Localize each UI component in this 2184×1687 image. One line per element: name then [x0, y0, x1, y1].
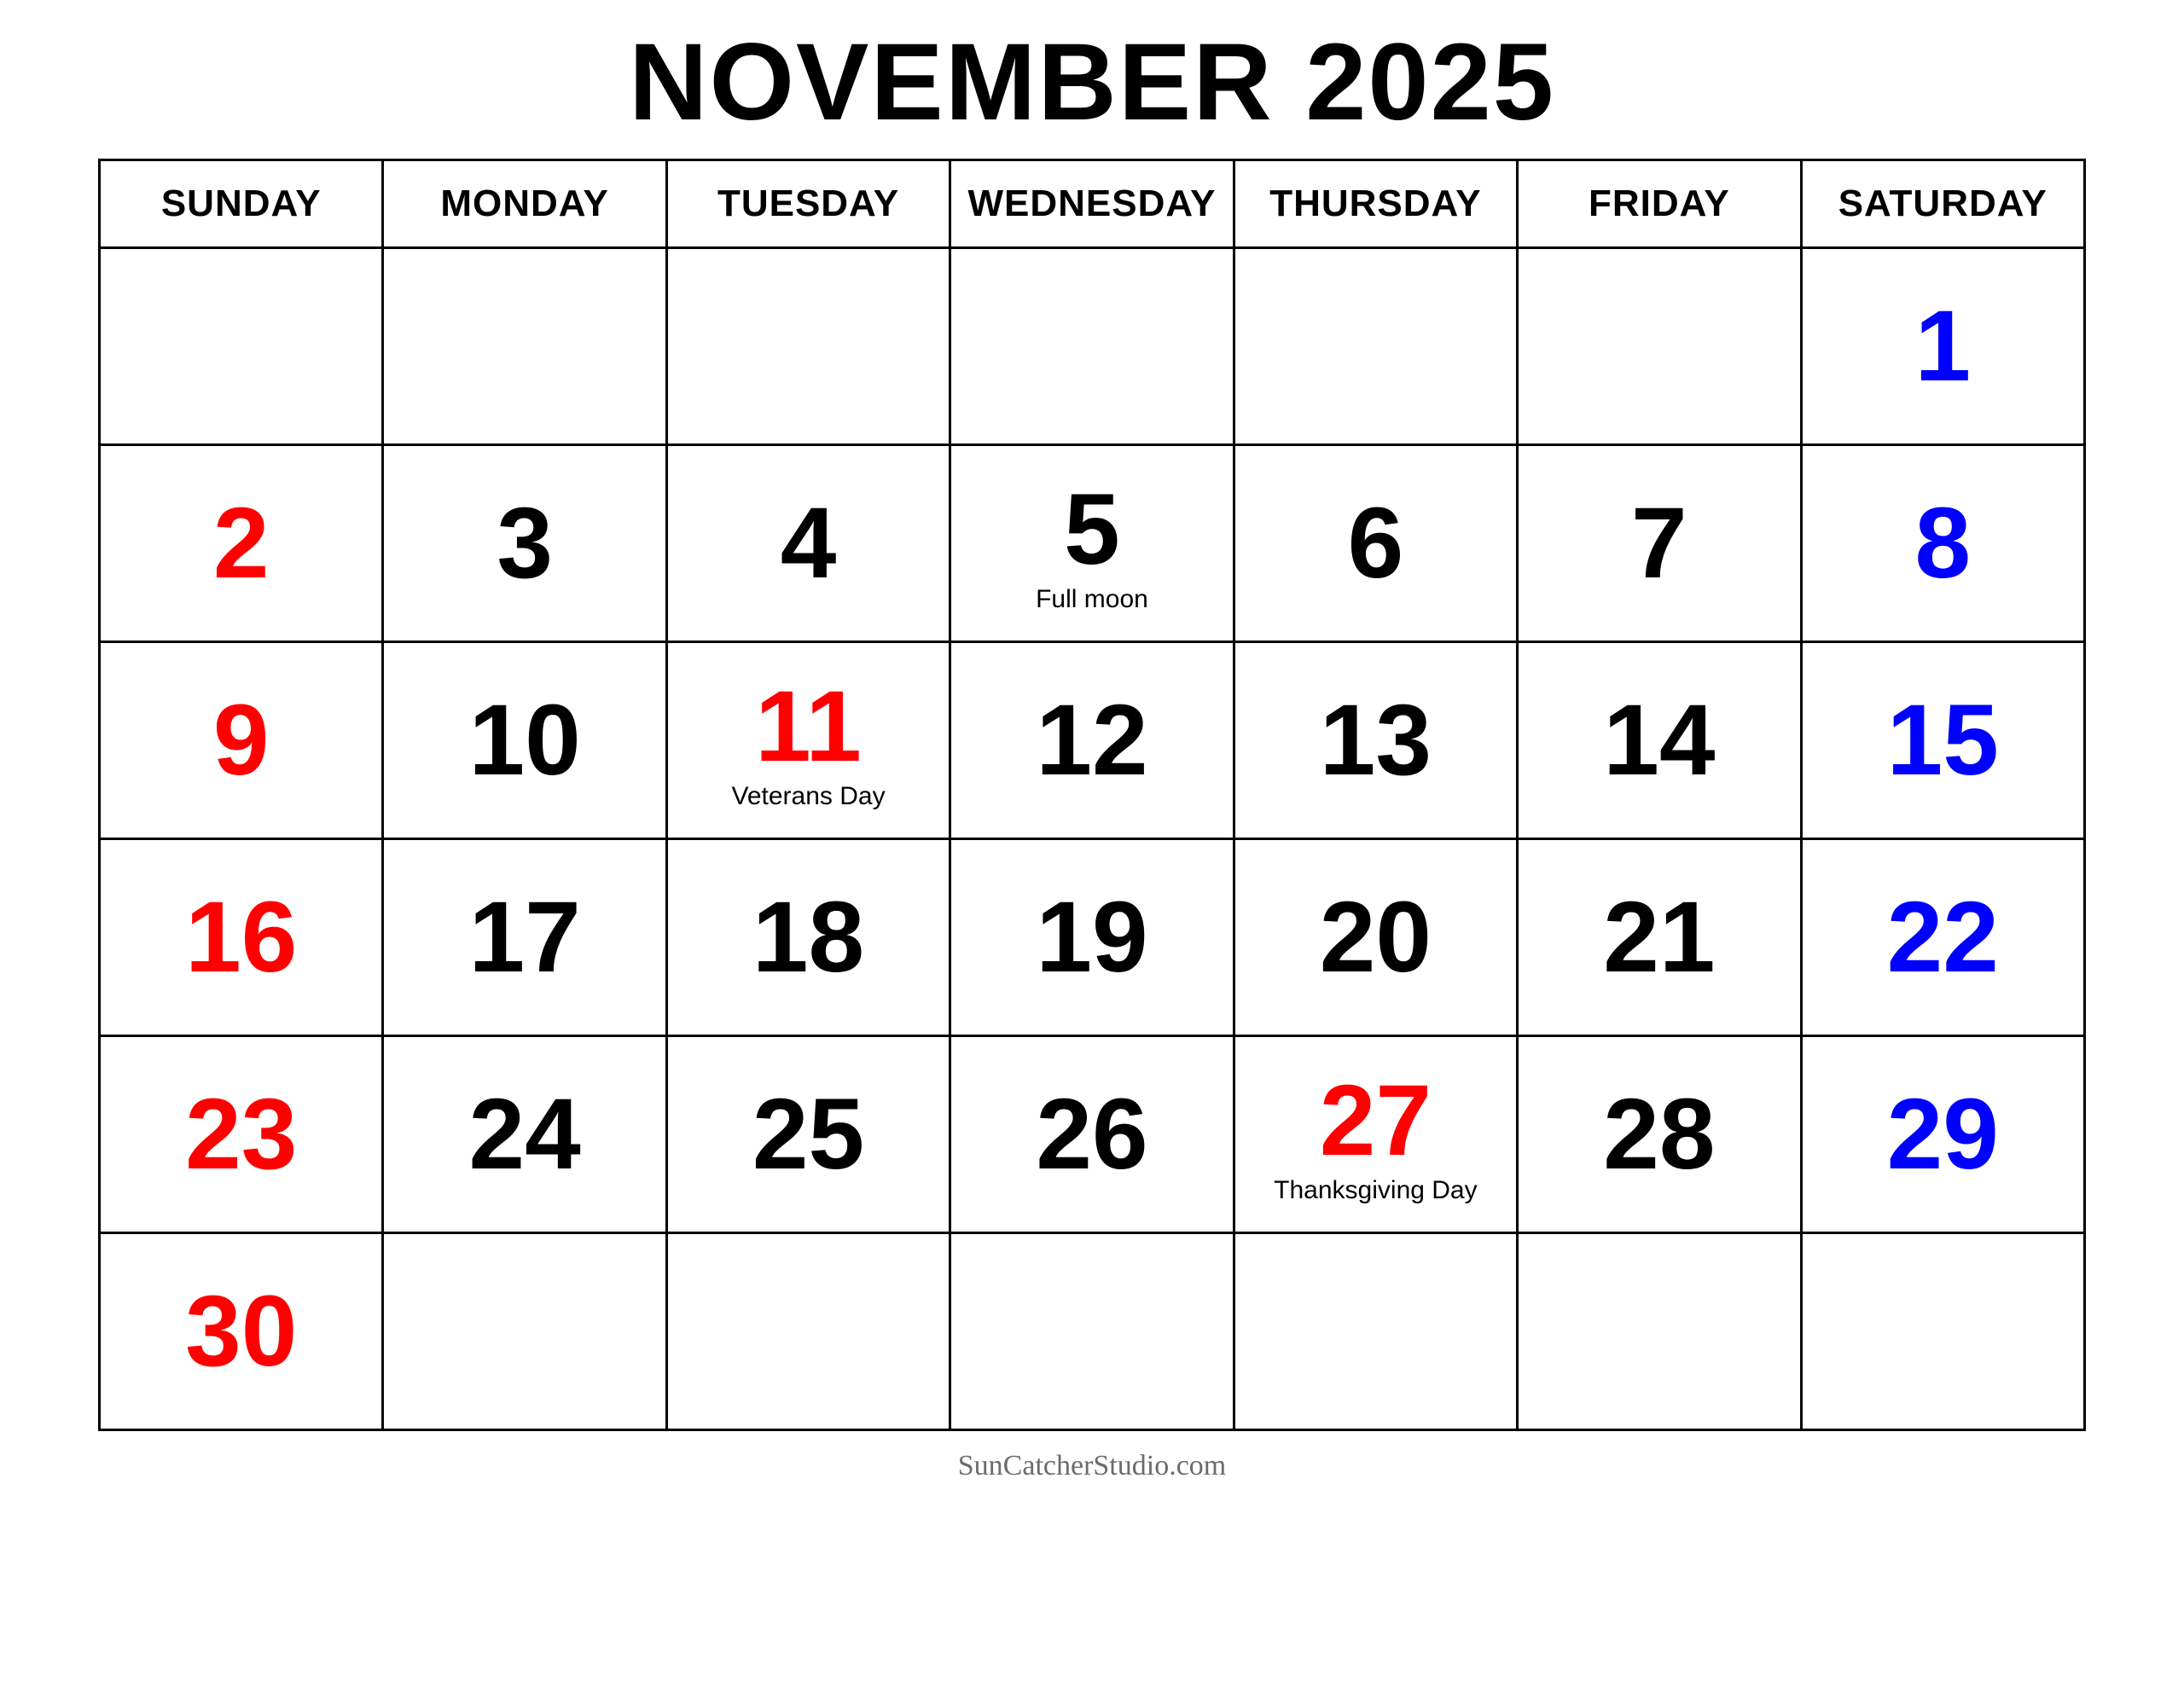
day-number: 4	[780, 487, 837, 600]
day-number: 23	[185, 1078, 298, 1191]
day-number: 25	[752, 1078, 865, 1191]
day-cell[interactable]	[666, 1036, 950, 1233]
day-number: 30	[185, 1275, 298, 1388]
day-number: 14	[1603, 684, 1716, 797]
day-cell[interactable]	[383, 1036, 666, 1233]
day-cell[interactable]	[1234, 642, 1517, 839]
calendar-week-row	[100, 839, 2085, 1036]
day-cell[interactable]	[1518, 1233, 1801, 1430]
day-cell[interactable]	[1801, 642, 2084, 839]
calendar-week-row	[100, 248, 2085, 445]
day-cell[interactable]	[383, 248, 666, 445]
day-number: 29	[1886, 1078, 1999, 1191]
weekday-header-tuesday: TUESDAY	[666, 160, 950, 248]
day-event: Thanksgiving Day	[1274, 1175, 1478, 1204]
day-cell[interactable]	[100, 445, 383, 642]
day-number: 26	[1036, 1078, 1148, 1191]
day-number: 15	[1886, 684, 1999, 797]
day-cell[interactable]	[666, 248, 950, 445]
day-cell[interactable]	[1518, 642, 1801, 839]
day-number: 12	[1036, 684, 1148, 797]
weekday-header-thursday: THURSDAY	[1234, 160, 1517, 248]
site-credit: SunCatcherStudio.com	[957, 1450, 1227, 1482]
day-number: 2	[212, 487, 270, 600]
day-cell[interactable]	[100, 642, 383, 839]
day-number: 21	[1603, 881, 1716, 994]
day-cell[interactable]	[666, 445, 950, 642]
day-cell[interactable]	[1518, 1036, 1801, 1233]
day-cell[interactable]	[1801, 248, 2084, 445]
day-cell[interactable]	[1234, 248, 1517, 445]
day-cell[interactable]	[1801, 1233, 2084, 1430]
day-cell[interactable]	[100, 248, 383, 445]
day-cell[interactable]	[950, 1233, 1234, 1430]
day-cell[interactable]	[950, 248, 1234, 445]
day-number: 5	[1064, 472, 1120, 586]
day-cell[interactable]	[383, 1233, 666, 1430]
weekday-header-monday: MONDAY	[383, 160, 666, 248]
calendar-week-row	[100, 1036, 2085, 1233]
day-number: 1	[1914, 290, 1972, 403]
day-cell[interactable]	[666, 839, 950, 1036]
day-cell[interactable]	[1234, 839, 1517, 1036]
day-number: 18	[752, 881, 865, 994]
day-number: 22	[1886, 881, 1999, 994]
day-number: 7	[1631, 487, 1687, 600]
day-cell[interactable]	[100, 839, 383, 1036]
day-number: 19	[1036, 881, 1148, 994]
day-number: 3	[497, 487, 553, 600]
day-cell[interactable]	[666, 642, 950, 839]
weekday-header-sunday: SUNDAY	[100, 160, 383, 248]
day-number: 10	[468, 684, 581, 797]
calendar-week-row	[100, 1233, 2085, 1430]
weekday-header-friday: FRIDAY	[1518, 160, 1801, 248]
day-number: 27	[1319, 1064, 1432, 1177]
day-cell[interactable]	[1518, 248, 1801, 445]
day-cell[interactable]	[100, 1036, 383, 1233]
day-number: 13	[1319, 684, 1432, 797]
day-number: 8	[1914, 487, 1972, 600]
day-number: 9	[212, 684, 270, 797]
day-event: Full moon	[1036, 584, 1148, 613]
calendar-week-row	[100, 642, 2085, 839]
day-number: 17	[468, 881, 581, 994]
day-cell[interactable]	[950, 1036, 1234, 1233]
day-cell[interactable]	[1801, 839, 2084, 1036]
day-number: 24	[468, 1078, 581, 1191]
day-cell[interactable]	[1801, 445, 2084, 642]
day-number: 20	[1319, 881, 1432, 994]
day-cell[interactable]	[383, 839, 666, 1036]
day-number: 16	[185, 881, 298, 994]
calendar-week-row	[100, 445, 2085, 642]
day-cell[interactable]	[1518, 839, 1801, 1036]
day-event: Veterans Day	[731, 781, 886, 810]
calendar-grid	[98, 159, 2086, 1431]
day-cell[interactable]	[1234, 1036, 1517, 1233]
day-number: 28	[1603, 1078, 1716, 1191]
day-cell[interactable]	[1801, 1036, 2084, 1233]
day-cell[interactable]	[100, 1233, 383, 1430]
calendar-body	[100, 248, 2085, 1430]
day-cell[interactable]	[383, 642, 666, 839]
day-cell[interactable]	[1518, 445, 1801, 642]
day-number: 11	[755, 670, 862, 783]
day-cell[interactable]	[950, 839, 1234, 1036]
page-title: NOVEMBER 2025	[629, 21, 1555, 143]
day-cell[interactable]	[950, 445, 1234, 642]
weekday-header-row	[100, 160, 2085, 248]
day-number: 6	[1347, 487, 1404, 600]
day-cell[interactable]	[666, 1233, 950, 1430]
weekday-header-wednesday: WEDNESDAY	[950, 160, 1234, 248]
day-cell[interactable]	[1234, 1233, 1517, 1430]
weekday-header-saturday: SATURDAY	[1801, 160, 2084, 248]
day-cell[interactable]	[950, 642, 1234, 839]
day-cell[interactable]	[1234, 445, 1517, 642]
day-cell[interactable]	[383, 445, 666, 642]
